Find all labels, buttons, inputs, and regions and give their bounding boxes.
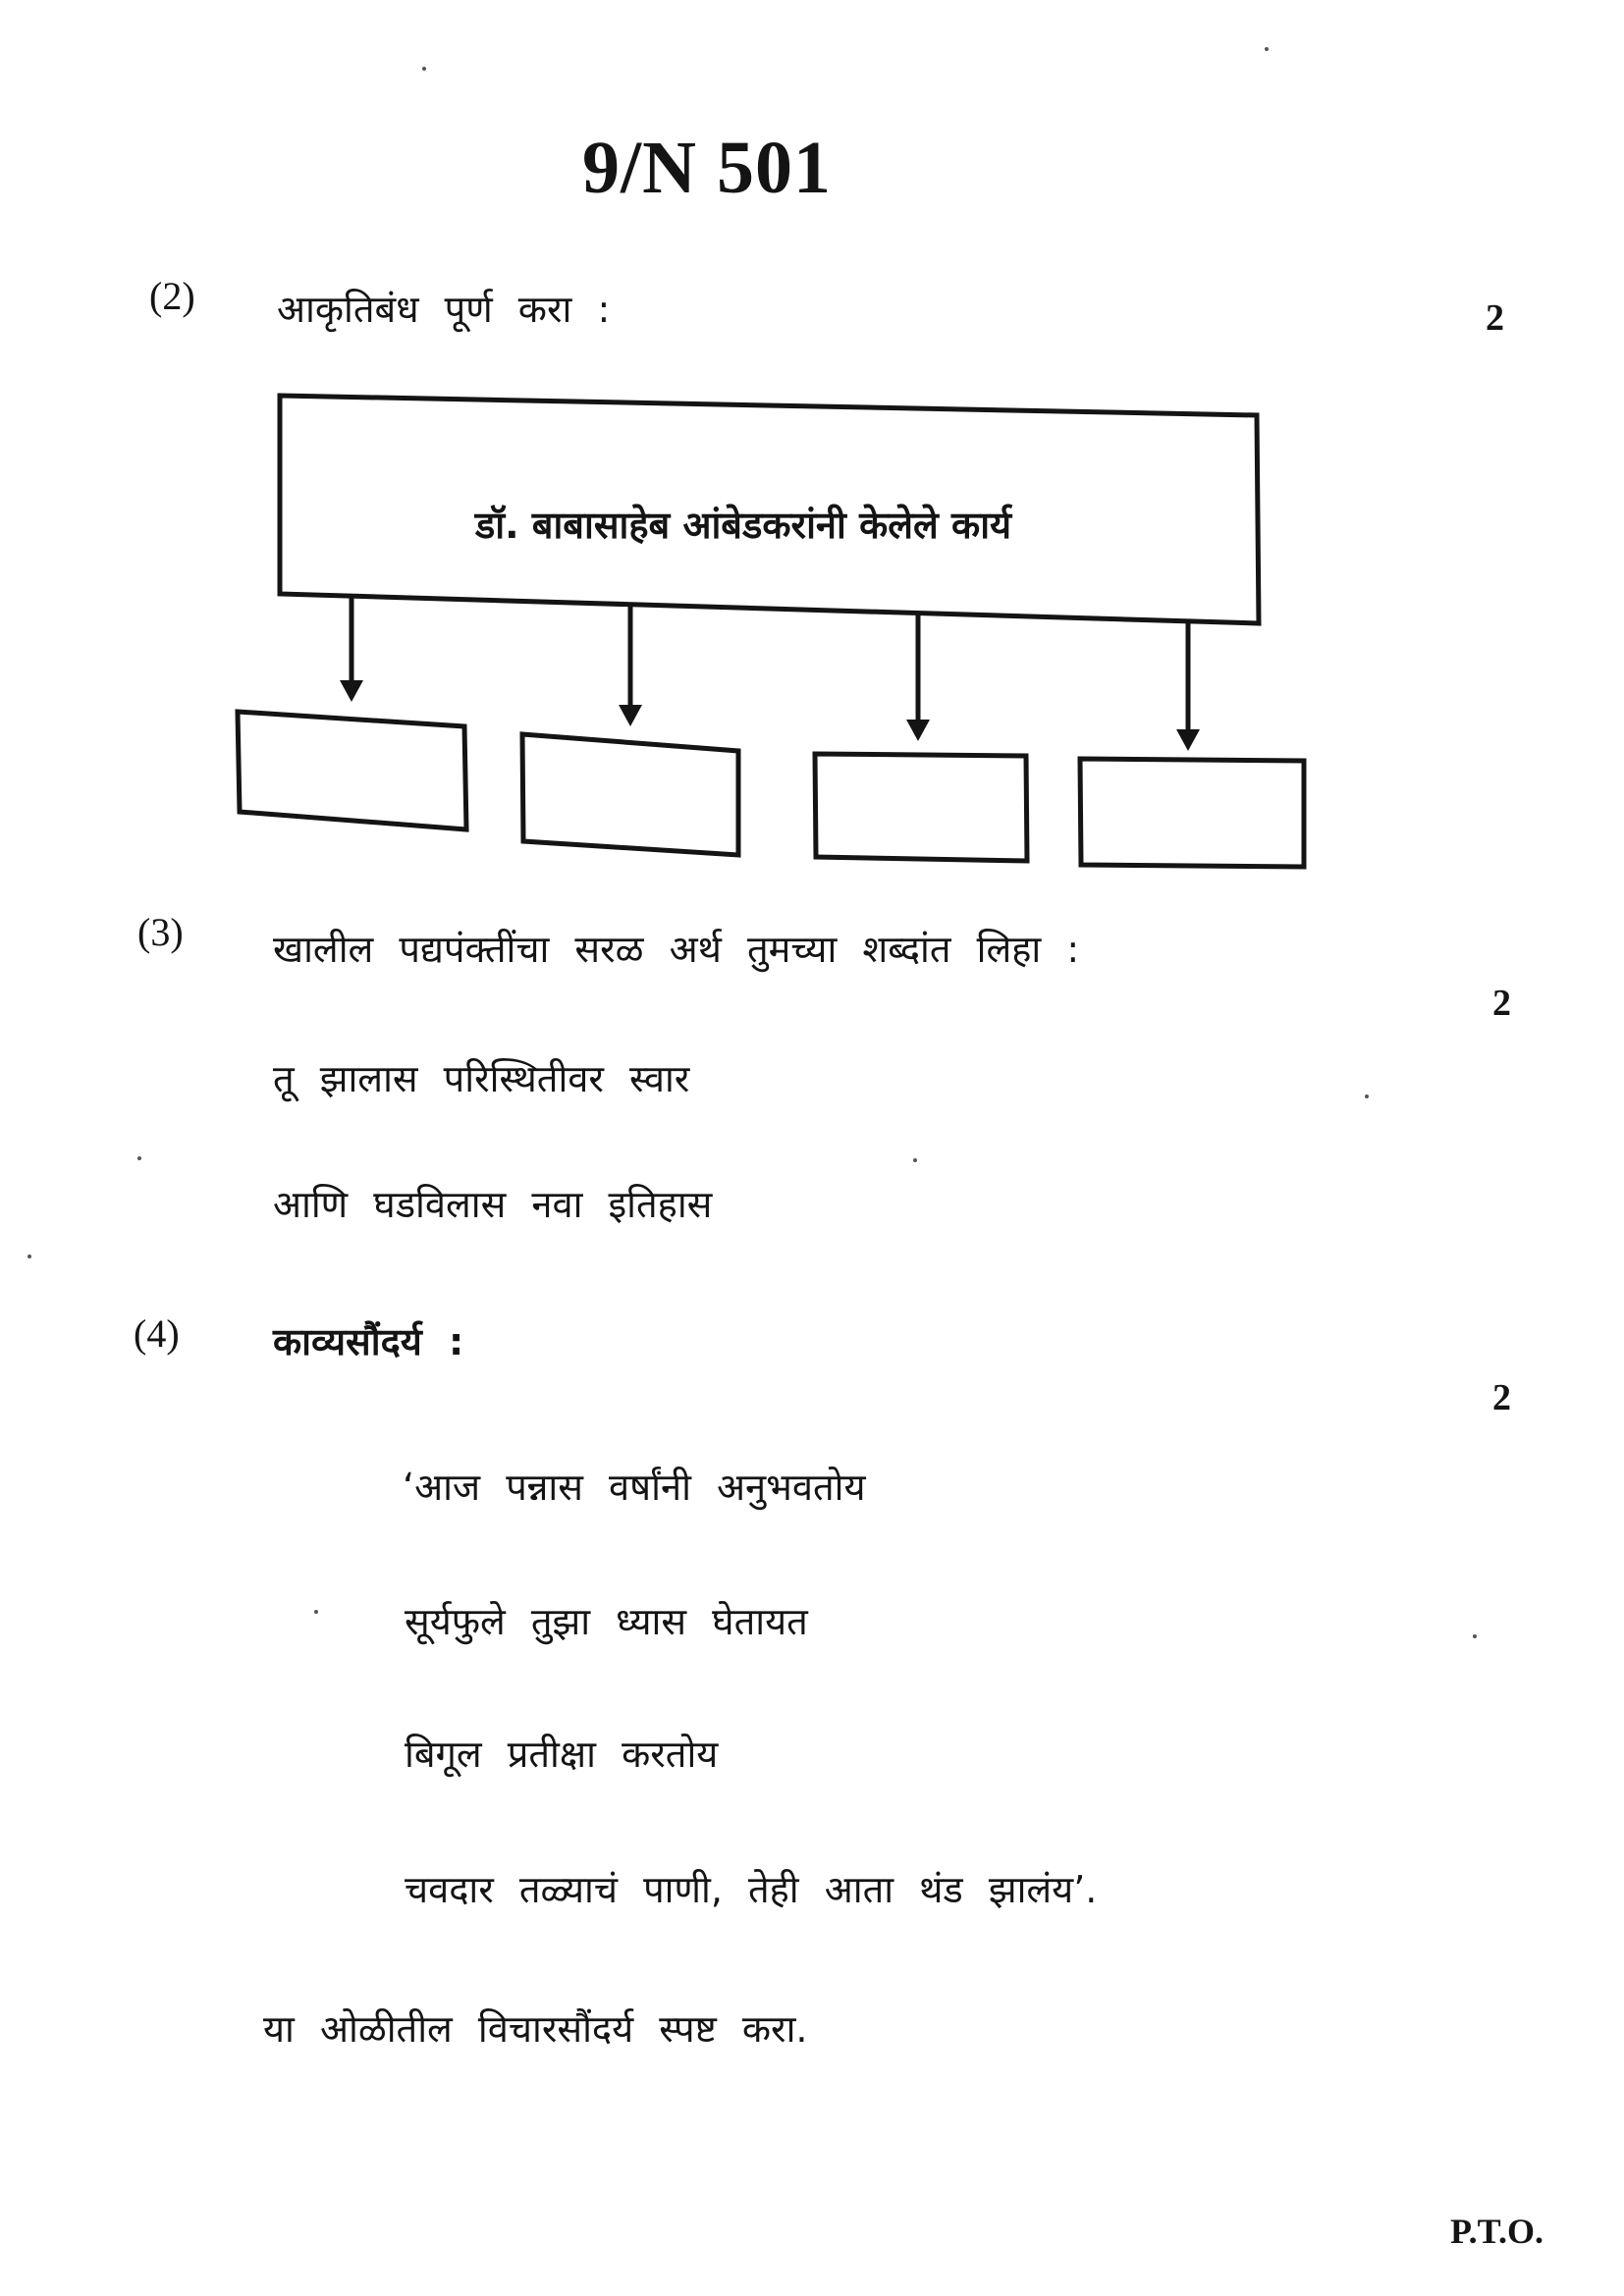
diagram-arrowhead: [340, 680, 363, 702]
diagram-answer-box: [1080, 759, 1304, 867]
scan-speck: [1265, 47, 1269, 51]
q3-marks: 2: [1492, 983, 1511, 1024]
q2-prompt: आकृतिबंध पूर्ण करा :: [277, 288, 611, 331]
paper-code: 9/N 501: [582, 127, 832, 209]
diagram-answer-box: [815, 754, 1027, 861]
concept-diagram: [226, 388, 1326, 879]
diagram-main-label: डॉ. बाबासाहेब आंबेडकरांनी केलेले कार्य: [474, 504, 1012, 547]
scan-speck: [1473, 1634, 1477, 1638]
diagram-answer-box: [238, 712, 466, 829]
q4-instruction: या ओळीतील विचारसौंदर्य स्पष्ट करा.: [263, 2007, 808, 2051]
scan-speck: [27, 1255, 31, 1258]
scan-speck: [137, 1156, 141, 1160]
q3-number: (3): [137, 910, 184, 954]
q4-poem-line-3: बिगूल प्रतीक्षा करतोय: [405, 1733, 719, 1776]
diagram-arrowhead: [906, 720, 930, 741]
scan-speck: [314, 1610, 318, 1614]
scan-speck: [913, 1158, 917, 1162]
diagram-answer-box: [522, 734, 738, 855]
q2-number: (2): [149, 274, 195, 318]
q4-poem-line-2: सूर्यफुले तुझा ध्यास घेतायत: [405, 1600, 808, 1643]
q4-number: (4): [134, 1311, 180, 1356]
q3-line-2: आणि घडविलास नवा इतिहास: [273, 1183, 713, 1226]
q3-prompt: खालील पद्यपंक्तींचा सरळ अर्थ तुमच्या शब्दांत लिहा :: [273, 928, 1080, 971]
q4-poem-line-1: ‘आज पन्नास वर्षांनी अनुभवतोय: [403, 1466, 866, 1509]
scan-speck: [1365, 1095, 1369, 1098]
q3-line-1: तू झालास परिस्थितीवर स्वार: [273, 1057, 690, 1100]
scan-speck: [422, 67, 426, 71]
pto-note: P.T.O.: [1449, 2212, 1543, 2251]
q4-heading: काव्यसौंदर्य :: [273, 1320, 464, 1363]
diagram-arrowhead: [619, 705, 642, 726]
q4-poem-line-4: चवदार तळ्याचं पाणी, तेही आता थंड झालंय’.: [405, 1868, 1098, 1911]
diagram-arrowhead: [1176, 729, 1200, 751]
q4-marks: 2: [1492, 1377, 1511, 1418]
q2-marks: 2: [1486, 297, 1504, 339]
